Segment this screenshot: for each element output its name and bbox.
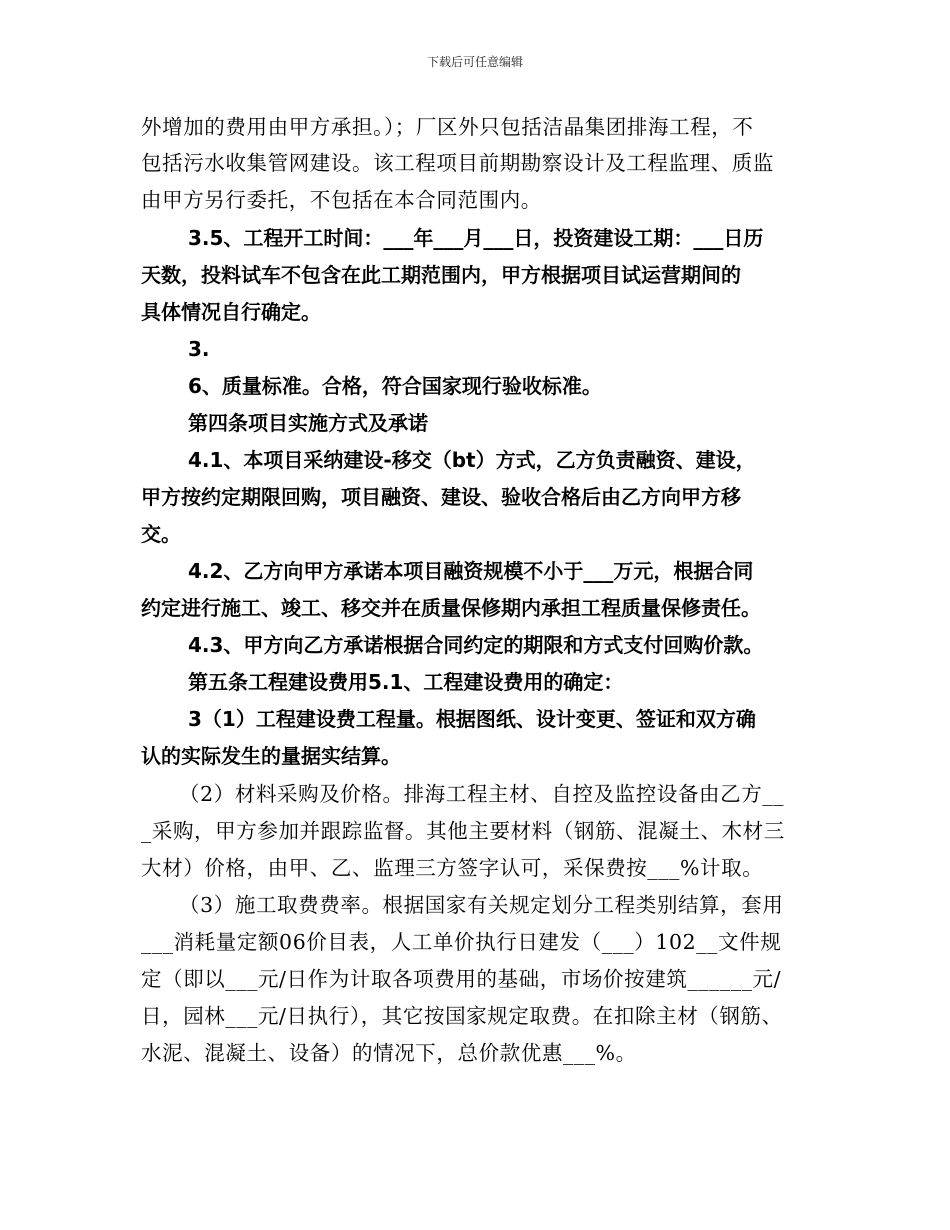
paragraph-line: 包括污水收集管网建设。该工程项目前期勘察设计及工程监理、质监	[141, 151, 774, 175]
paragraph-line: ___消耗量定额06价目表，人工单价执行日建发（___）102__文件规	[141, 930, 782, 954]
section-heading: 第五条工程建设费用5.1、工程建设费用的确定：	[188, 670, 624, 694]
paragraph-line: 4.2、乙方向甲方承诺本项目融资规模不小于___万元，根据合同	[188, 559, 754, 583]
paragraph-line: 由甲方另行委托，不包括在本合同范围内。	[141, 188, 542, 212]
paragraph-line: （3）施工取费费率。根据国家有关规定划分工程类别结算，套用	[179, 893, 784, 917]
paragraph-line: 外增加的费用由甲方承担。）；厂区外只包括洁晶集团排海工程，不	[141, 115, 754, 139]
paragraph-line: 水泥、混凝土、设备）的情况下，总价款优惠___%。	[141, 1041, 637, 1065]
paragraph-line: 4.1、本项目采纳建设-移交（bt）方式，乙方负责融资、建设，	[188, 448, 756, 472]
section-heading: 第四条项目实施方式及承诺	[188, 411, 428, 435]
paragraph-line: 3.5、工程开工时间：___年___月___日，投资建设工期：___日历	[188, 226, 764, 250]
paragraph-line: 天数，投料试车不包含在此工期范围内，甲方根据项目试运营期间的	[141, 263, 741, 287]
paragraph-line: 甲方按约定期限回购，项目融资、建设、验收合格后由乙方向甲方移	[141, 485, 741, 509]
paragraph-line: 约定进行施工、竣工、移交并在质量保修期内承担工程质量保修责任。	[141, 596, 761, 620]
paragraph-line: 3（1）工程建设费工程量。根据图纸、设计变更、签证和双方确	[188, 707, 756, 731]
paragraph-line: 6、质量标准。合格，符合国家现行验收标准。	[188, 374, 602, 398]
paragraph-line: （2）材料采购及价格。排海工程主材、自控及监控设备由乙方__	[179, 782, 785, 806]
paragraph-line: 3.	[188, 337, 210, 361]
paragraph-line: 日，园林___元/日执行），其它按国家规定取费。在扣除主材（钢筋、	[141, 1004, 783, 1028]
paragraph-line: 认的实际发生的量据实结算。	[141, 744, 401, 768]
paragraph-line: 定（即以___元/日作为计取各项费用的基础，市场价按建筑______元/	[141, 967, 782, 991]
paragraph-line: 具体情况自行确定。	[141, 300, 321, 324]
paragraph-line: 大材）价格，由甲、乙、监理三方签字认可，采保费按___%计取。	[141, 856, 764, 880]
paragraph-line: 交。	[141, 522, 181, 546]
paragraph-line: 4.3、甲方向乙方承诺根据合同约定的期限和方式支付回购价款。	[188, 633, 764, 657]
page-header: 下载后可任意编辑	[426, 55, 523, 69]
paragraph-line: _采购，甲方参加并跟踪监督。其他主要材料（钢筋、混凝土、木材三	[141, 819, 785, 843]
